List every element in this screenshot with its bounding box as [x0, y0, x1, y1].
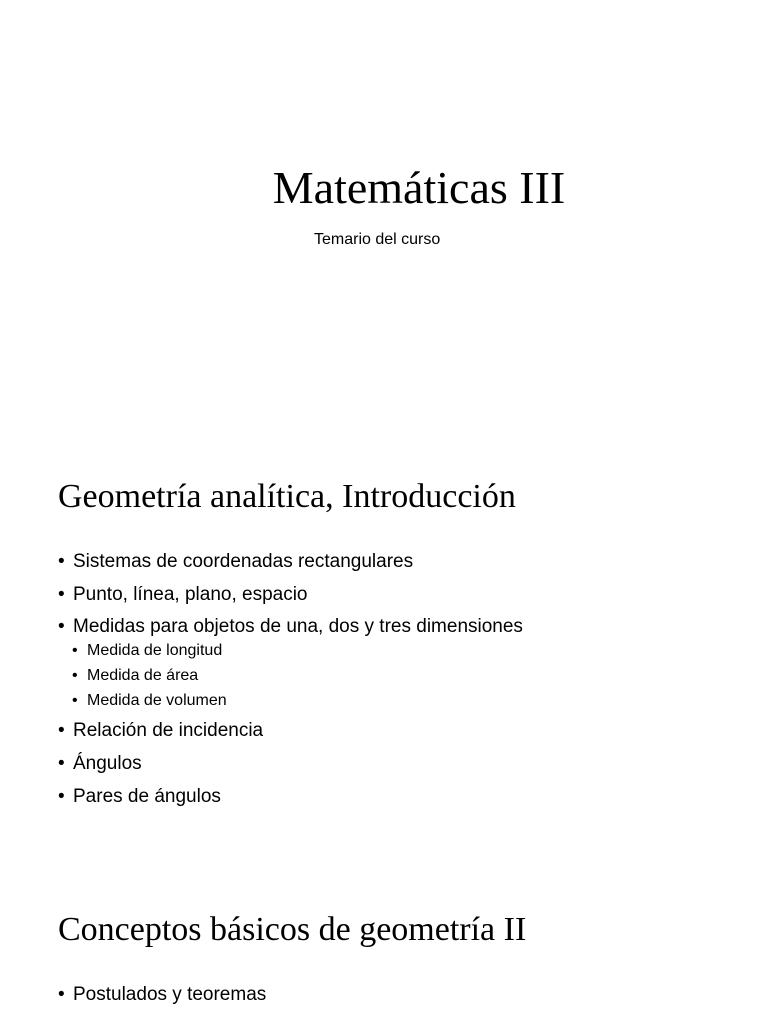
page-subtitle: Temario del curso — [314, 231, 441, 248]
sublist-item-text: Medida de longitud — [87, 642, 223, 660]
list-item — [58, 785, 523, 809]
page-title: Matemáticas III — [272, 162, 566, 213]
list-item-text: Punto, línea, plano, espacio — [73, 583, 308, 605]
bullet-icon: • — [58, 583, 65, 605]
sublist-item — [72, 691, 523, 711]
list-item — [58, 550, 523, 574]
bullet-icon: • — [58, 551, 65, 572]
list-item-text: Medidas para objetos de una, dos y tres dimensiones — [73, 616, 523, 638]
list-item — [58, 583, 523, 607]
sublist-item-text: Medida de área — [87, 667, 199, 685]
bullet-icon: • — [58, 616, 65, 638]
bullet-icon: • — [72, 642, 78, 660]
list-item-text: Relación de incidencia — [73, 720, 264, 742]
sublist-container — [58, 641, 523, 710]
sublist-item — [72, 641, 523, 661]
slide-title — [0, 0, 768, 430]
list-item — [58, 719, 523, 743]
list-item — [58, 983, 266, 1007]
bullet-icon: • — [72, 691, 78, 709]
list-item — [58, 752, 523, 776]
bullet-icon: • — [58, 752, 65, 774]
sublist-item-text: Medida de volumen — [87, 691, 227, 709]
bullet-icon: • — [58, 720, 65, 742]
list-item-text: Ángulos — [73, 752, 142, 774]
bullet-list — [58, 550, 523, 817]
sublist-item — [72, 666, 523, 686]
bullet-icon: • — [58, 785, 65, 807]
section-title: Geometría analítica, Introducción — [58, 478, 516, 515]
list-item-text: Sistemas de coordenadas rectangulares — [73, 551, 414, 572]
bullet-icon: • — [72, 667, 78, 685]
list-item-text: Pares de ángulos — [73, 785, 221, 807]
bullet-icon: • — [58, 984, 65, 1005]
section-title: Conceptos básicos de geometría II — [58, 911, 527, 948]
list-item — [58, 615, 523, 639]
sub-bullet-list — [72, 641, 523, 710]
list-item-text: Postulados y teoremas — [73, 984, 267, 1005]
bullet-list — [58, 983, 266, 1016]
